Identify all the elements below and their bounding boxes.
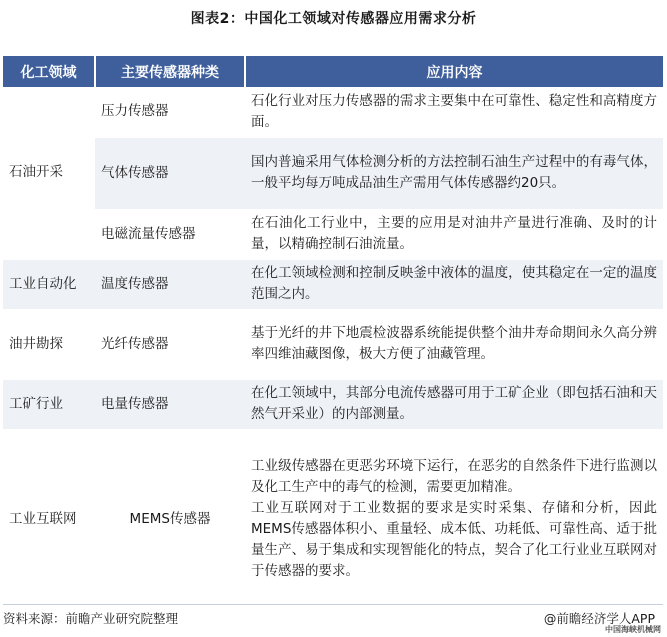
- sensor-cell: 电磁流量传感器: [95, 209, 245, 259]
- content-paragraph: 工业互联网对于工业数据的要求是实时采集、存储和分析，因此MEMS传感器体积小、重量轻、成本低、功耗低、可靠性高、适于批量生产、易于集成和实现智能化的特点，契合了化工行业业互联网对于传感器的要求。: [251, 500, 657, 579]
- content-cell: 在石油化工行业中，主要的应用是对油井产量进行准确、及时的计量，以精确控制石油流量。: [245, 209, 663, 259]
- sensor-cell: 温度传感器: [95, 259, 245, 309]
- domain-cell: 石油开采: [3, 87, 95, 259]
- domain-cell: 油井勘探: [3, 309, 95, 379]
- sensor-cell: 电量传感器: [95, 379, 245, 429]
- domain-cell: 工矿行业: [3, 379, 95, 429]
- content-paragraph: 工业级传感器在更恶劣环境下运行，在恶劣的自然条件下进行监测以及化工生产中的毒气的检测，需要更加精准。: [251, 458, 657, 495]
- domain-cell: 工业自动化: [3, 259, 95, 309]
- header-domain: 化工领域: [3, 56, 95, 87]
- sensor-cell: MEMS传感器: [95, 429, 245, 609]
- table-row: [3, 87, 663, 137]
- table-header-row: [3, 56, 663, 87]
- content-cell: 国内普遍采用气体检测分析的方法控制石油生产过程中的有毒气体，一般平均每万吨成品油生产需用气体传感器约20只。: [245, 137, 663, 209]
- table-row: [3, 259, 663, 309]
- sensor-cell: 压力传感器: [95, 87, 245, 137]
- table-row: [3, 209, 663, 259]
- content-cell: 在化工领域中，其部分电流传感器可用于工矿企业（即包括石油和天然气开采业）的内部测量。: [245, 379, 663, 429]
- credit-note: @前瞻经济学人APP: [543, 611, 655, 626]
- table-row: [3, 379, 663, 429]
- watermark-text: 中国海峡机械网: [605, 625, 661, 634]
- sensor-cell: 气体传感器: [95, 137, 245, 209]
- footer-divider: [3, 604, 663, 605]
- content-cell: 在化工领域检测和控制反映釜中液体的温度，使其稳定在一定的温度范围之内。: [245, 259, 663, 309]
- content-cell: 基于光纤的井下地震检波器系统能提供整个油井寿命期间永久高分辨率四维油藏图像，极大方便了油藏管理。: [245, 309, 663, 379]
- domain-cell: 工业互联网: [3, 429, 95, 609]
- table-row: [3, 137, 663, 209]
- table-row: [3, 429, 663, 609]
- source-note: 资料来源：前瞻产业研究院整理: [3, 611, 179, 626]
- sensor-cell: 光纤传感器: [95, 309, 245, 379]
- content-cell: [245, 429, 663, 609]
- header-sensor-type: 主要传感器种类: [95, 56, 245, 87]
- sensor-application-table: [3, 56, 663, 610]
- table-row: [3, 309, 663, 379]
- content-cell: 石化行业对压力传感器的需求主要集中在可靠性、稳定性和高精度方面。: [245, 87, 663, 137]
- figure-title: 图表2：中国化工领域对传感器应用需求分析: [190, 11, 477, 27]
- header-application: 应用内容: [245, 56, 663, 87]
